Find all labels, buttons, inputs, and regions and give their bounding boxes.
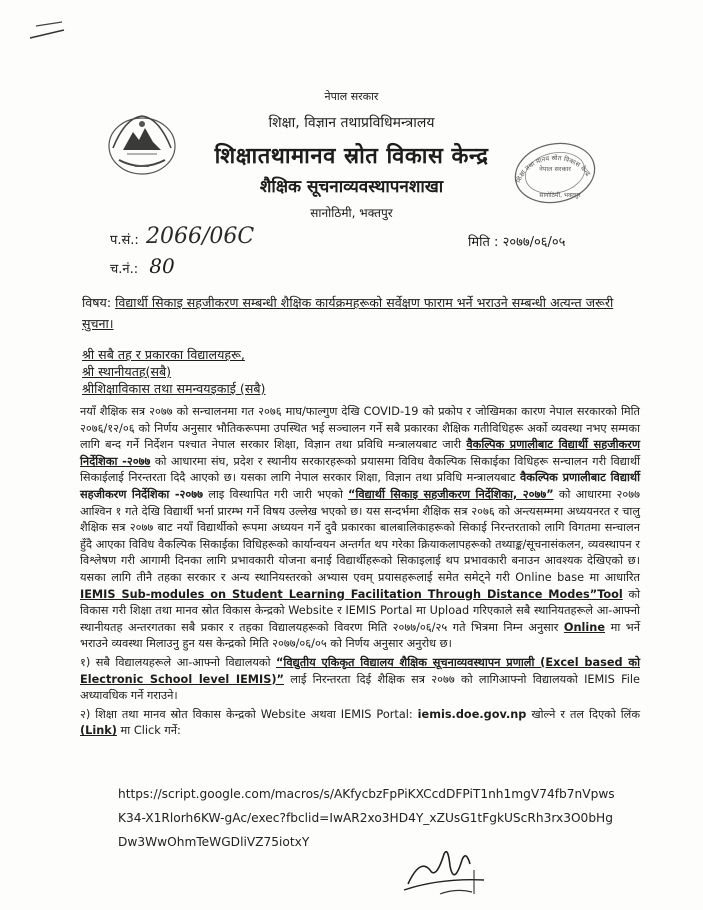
letter-body <box>80 404 640 742</box>
cn-label: च.नं.: <box>110 262 139 277</box>
link-word: (Link) <box>80 724 117 738</box>
subject-line <box>82 292 637 334</box>
date-label: मिति : <box>468 235 499 250</box>
body-text: लाई निरन्तरता दिई शैक्षिक सत्र २०७७ को लागिआफ्नो विद्यालयको IEMIS File अध्यावधिक गर्ने गराउने। <box>80 672 640 703</box>
body-text: नयाँ शैक्षिक सत्र २०७७ को सन्चालनमा गत २०७६ माघ/फाल्गुण देखि COVID-19 को प्रकोप र जोखिमका कारण नेपाल सरकारको मिति २०७६/१२/०६ को निर्णय अनुसार भौतिकरूपमा उपस्थित भई सञ्चालन गर्ने सबै प्रकारका शैक्षिक गतीविधिहरू अर्को व्यवस्था नभए सम्मका लागि बन्द गर्ने निर्देशन पश्चात नेपाल सरकार शिक्षा, विज्ञान तथा प्रविधि मन्त्रालयबाट जारी <box>80 405 640 452</box>
directive-title: वैकल्पिक प्रणालीबाट विद्यार्थी सहजीकरण निर्देशिका -२०७७ <box>80 471 641 501</box>
body-text: १) सबै विद्यालयहरूले आ-आफ्नो विद्यालयको <box>80 655 271 669</box>
date-row <box>468 232 565 250</box>
system-name: “विद्युतीय एकिकृत विद्यालय शैक्षिक सूचनाव्यवस्थापन प्रणाली (Excel based को Electronic School level IEMIS)” <box>80 655 640 686</box>
date-value: २०७७/०६/०५ <box>502 235 566 250</box>
official-stamp <box>510 135 600 209</box>
subject-text: विद्यार्थी सिकाइ सहजीकरण सम्बन्धी शैक्षिक कार्यक्रमहरूको सर्वेक्षण फाराम भर्ने भराउने सम्बन्धी अत्यन्त जरूरी सुचना। <box>82 295 614 331</box>
body-paragraph-main <box>80 404 640 653</box>
directive-title: वैकल्पिक प्रणालीबाट विद्यार्थी सहजीकरण निर्देशिका -२०७७ <box>80 438 641 468</box>
survey-url[interactable]: https://script.google.com/macros/s/AKfycbzFpPiKXCcdDFPiT1nh1mgV74fb7nVpwsK34-X1Rlorh6KW-gAc/exec?fbclid=IwAR2xo3HD4Y_xZUsG1tFgkUScRh3rx3O0bHgDw3WwOhmTeWGDliVZ75iotxY <box>118 787 615 849</box>
body-point-2 <box>80 707 640 740</box>
nepal-emblem-icon <box>105 110 179 178</box>
body-text: को आधारमा संघ, प्रदेश र स्थानीय सरकारहरूको प्रयासमा विविध वैकल्पिक सिकाईका विधिहरू सन्चालन गरी विद्यार्थी सिकाईलाई निरन्तरता दिदै आएको छ। यसका लागि नेपाल सरकार शिक्षा, विज्ञान तथा प्रविधि मन्त्रालयबाट <box>80 454 640 485</box>
cn-handwritten-value: 80 <box>149 254 175 278</box>
body-text: को आधारमा २०७७ आश्विन १ गते देखि विद्यार्थी भर्ना प्रारम्भ गर्ने विषय उल्लेख भएको छ। यस सन्दर्भमा शैक्षिक सत्र २०७६ को अन्त्यसम्ममा अध्ययनरत र चालु शैक्षिक सत्र २०७७ बाट नयाँ विद्यार्थीको रूपमा अध्ययन गर्ने दुवै प्रकारका बालबालिकाहरूको सिकाई निरन्तरताको लागि विगतमा सन्चालन हुँदै आएका विविध वैकल्पिक सिकाईका विधिहरूको कार्यान्वयन अन्तर्गत थप गरेका क्रियाकलापहरूको तथ्याङ्क/सूचनासंकलन, व्यवस्थापन र विश्लेषण गरी आगामी दिनका लागि प्रभावकारी योजना बनाई विद्यार्थीहरूको सिकाइलाई थप प्रभावकारी बनाउन आवश्यक देखिएको छ। यसका लागि तीनै तहका सरकार र अन्य स्थानियस्तरको अभ्यास एवम् प्रयासहरूलाई समेत समेट्ने गरी Online base मा आधारित <box>80 487 640 584</box>
body-text: मा Click गर्ने: <box>120 724 181 738</box>
body-text: खोल्ने र तल दिएको लिंक <box>531 707 641 721</box>
header-line-address: सानोठिमी, भक्तपुर <box>310 206 393 220</box>
recipient-local-levels: श्री स्थानीयतह(सबै) <box>82 364 172 379</box>
dispatch-number-row <box>110 254 175 278</box>
pen-mark <box>28 20 68 42</box>
header-line-government: नेपाल सरकार <box>324 90 379 103</box>
header-line-ministry: शिक्षा, विज्ञान तथाप्रविधिमन्त्रालय <box>268 115 435 131</box>
body-text: मा भर्ने भराउने व्यवस्था मिलाउनु हुन यस केन्द्रको मिति २०७७/०६/०५ को निर्णय अनुसार अनुरोध छ। <box>80 620 641 651</box>
recipient-coordination-units: श्रीशिक्षाविकास तथा समन्वयइकाई (सबै) <box>82 381 266 396</box>
body-text: २) शिक्षा तथा मानव स्रोत विकास केन्द्रको Website अथवा IEMIS Portal: <box>80 707 413 721</box>
header-line-section: शैक्षिक सूचनाव्यवस्थापनशाखा <box>259 177 444 197</box>
header-line-center: शिक्षातथामानव स्रोत विकास केन्द्र <box>214 144 489 169</box>
body-text: को विकास गरी शिक्षा तथा मानव स्रोत विकास केन्द्रको Website र IEMIS Portal मा Upload गरिएकाले सबै स्थानियतहरूले आ-आफ्नो स्थानीयतह अन्तरगतका सबै प्रकार र तहका विद्यालयहरूको विवरण मिति २०७७/०६/२५ गते भित्रमा निम्न अनुसार <box>80 587 641 634</box>
body-point-1 <box>80 655 640 705</box>
subject-label: विषय: <box>82 295 112 310</box>
handwritten-signature <box>400 840 490 900</box>
ps-handwritten-value: 2066/06C <box>146 224 255 249</box>
ps-label: प.सं.: <box>110 233 139 248</box>
recipients-block <box>82 346 265 397</box>
stamp-text-address: सानोठिमी, भक्तपुर <box>539 192 581 199</box>
stamp-text-government: नेपाल सरकार <box>539 165 571 173</box>
portal-domain: iemis.doe.gov.np <box>417 707 527 721</box>
stamp-arc-text: शिक्षा तथा मानव स्रोत विकास केन्द्र <box>514 153 593 184</box>
online-word: Online <box>563 620 606 634</box>
body-text: लाइ विस्थापित गरी जारी भएको <box>208 487 343 501</box>
tool-name: IEMIS Sub-modules on Student Learning Facilitation Through Distance Modes”Tool <box>80 587 623 601</box>
directive-title: “विद्यार्थी सिकाइ सहजीकरण निर्देशिका, २०७७” <box>348 487 554 501</box>
recipient-schools: श्री सबै तह र प्रकारका विद्यालयहरू, <box>82 347 245 362</box>
